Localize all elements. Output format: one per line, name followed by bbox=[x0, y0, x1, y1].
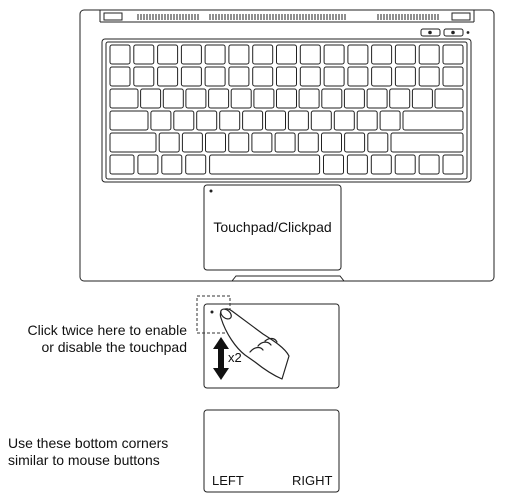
key bbox=[324, 155, 344, 174]
key bbox=[300, 45, 320, 64]
key bbox=[300, 67, 320, 86]
key bbox=[266, 111, 286, 130]
key bbox=[372, 45, 392, 64]
key bbox=[348, 45, 368, 64]
key bbox=[181, 45, 201, 64]
key bbox=[231, 89, 251, 108]
key bbox=[275, 133, 295, 152]
key bbox=[141, 89, 161, 108]
key bbox=[298, 133, 318, 152]
key bbox=[277, 89, 297, 108]
key bbox=[110, 133, 156, 152]
key bbox=[174, 111, 194, 130]
key bbox=[253, 67, 273, 86]
key bbox=[403, 111, 463, 130]
key bbox=[158, 67, 178, 86]
hinge-vents bbox=[104, 13, 470, 20]
touchpad-enable-detail bbox=[197, 296, 339, 388]
key bbox=[205, 45, 225, 64]
key bbox=[368, 133, 388, 152]
key bbox=[254, 89, 274, 108]
key bbox=[110, 111, 148, 130]
key bbox=[299, 89, 319, 108]
key bbox=[182, 133, 202, 152]
key bbox=[151, 111, 171, 130]
key bbox=[395, 155, 415, 174]
key bbox=[110, 45, 130, 64]
key bbox=[348, 67, 368, 86]
right-button-label: RIGHT bbox=[292, 473, 333, 488]
enable-caption-line1: Click twice here to enable bbox=[27, 322, 187, 338]
touchpad-label: Touchpad/Clickpad bbox=[213, 219, 332, 235]
key bbox=[357, 111, 377, 130]
key bbox=[277, 45, 297, 64]
key bbox=[372, 67, 392, 86]
key bbox=[345, 133, 365, 152]
key bbox=[110, 155, 134, 174]
key bbox=[412, 89, 432, 108]
key bbox=[380, 111, 400, 130]
tap-count-label: x2 bbox=[228, 350, 242, 365]
key bbox=[395, 67, 415, 86]
buttons-caption-line1: Use these bottom corners bbox=[8, 435, 169, 451]
key bbox=[322, 89, 342, 108]
key bbox=[253, 45, 273, 64]
key bbox=[210, 155, 320, 174]
key bbox=[390, 89, 410, 108]
key bbox=[367, 89, 387, 108]
key bbox=[419, 45, 439, 64]
key bbox=[181, 67, 201, 86]
key bbox=[229, 45, 249, 64]
key bbox=[311, 111, 331, 130]
key bbox=[324, 45, 344, 64]
key bbox=[186, 155, 206, 174]
key bbox=[110, 89, 138, 108]
keyboard bbox=[102, 39, 471, 182]
key bbox=[252, 133, 272, 152]
key bbox=[443, 45, 463, 64]
key bbox=[324, 67, 344, 86]
key bbox=[419, 67, 439, 86]
key bbox=[371, 155, 391, 174]
key bbox=[158, 45, 178, 64]
buttons-caption bbox=[8, 435, 168, 469]
key bbox=[277, 67, 297, 86]
top-buttons bbox=[421, 29, 469, 36]
buttons-caption-line2: similar to mouse buttons bbox=[8, 452, 160, 468]
key bbox=[288, 111, 308, 130]
key bbox=[134, 45, 154, 64]
key bbox=[205, 67, 225, 86]
key bbox=[443, 155, 463, 174]
key bbox=[138, 155, 158, 174]
key bbox=[334, 111, 354, 130]
key bbox=[186, 89, 206, 108]
key bbox=[163, 89, 183, 108]
key bbox=[134, 67, 154, 86]
key bbox=[197, 111, 217, 130]
left-button-label: LEFT bbox=[212, 473, 244, 488]
key bbox=[419, 155, 439, 174]
key bbox=[322, 133, 342, 152]
key bbox=[229, 133, 249, 152]
key bbox=[110, 67, 130, 86]
key bbox=[229, 67, 249, 86]
key bbox=[344, 89, 364, 108]
key bbox=[435, 89, 463, 108]
enable-caption-line2: or disable the touchpad bbox=[41, 339, 187, 355]
key bbox=[206, 133, 226, 152]
key bbox=[243, 111, 263, 130]
key bbox=[391, 133, 463, 152]
key bbox=[395, 45, 415, 64]
enable-caption bbox=[27, 322, 187, 356]
key bbox=[347, 155, 367, 174]
key bbox=[220, 111, 240, 130]
key bbox=[162, 155, 182, 174]
key bbox=[209, 89, 229, 108]
key bbox=[159, 133, 179, 152]
key bbox=[443, 67, 463, 86]
